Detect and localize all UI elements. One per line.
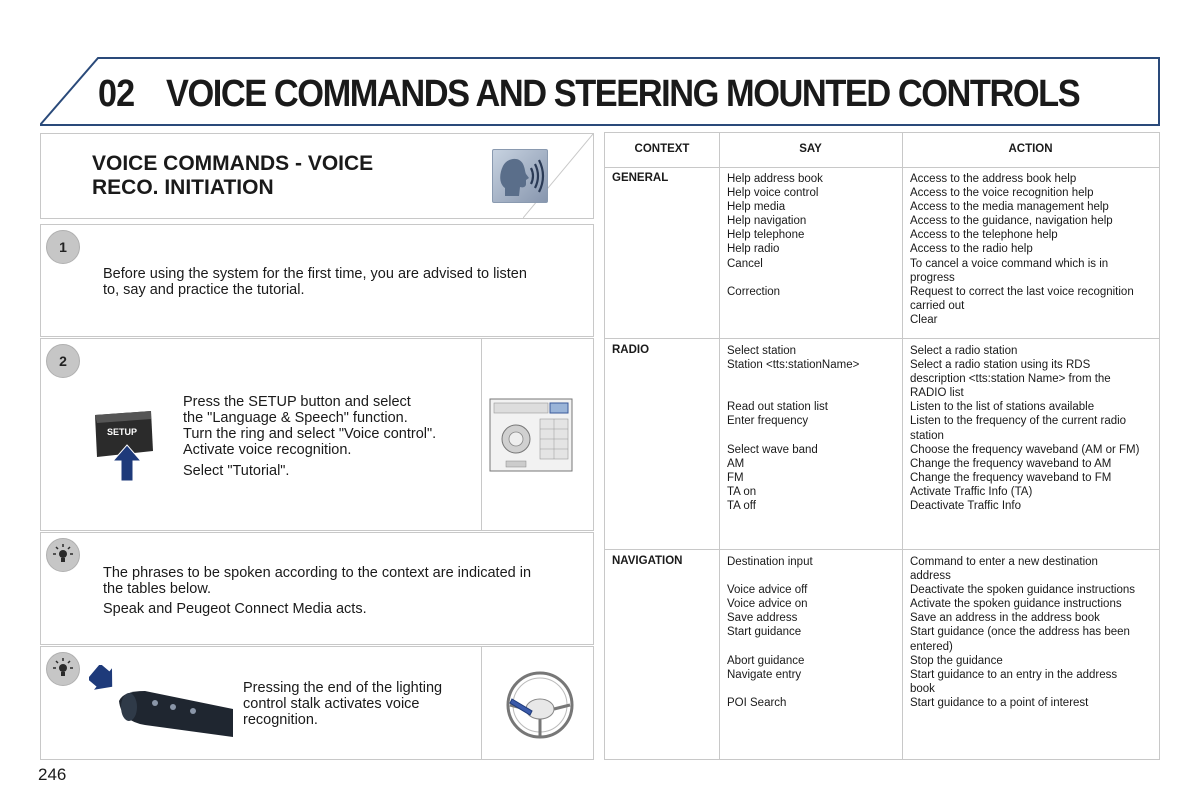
say-list-radio: Select station Station <tts:stationName> Read out station list Enter frequency Select wave band AM FM TA on TA off xyxy=(727,345,860,513)
context-navigation: NAVIGATION xyxy=(612,555,683,567)
step-2-text: Press the SETUP button and select the "Language & Speech" function. Turn the ring and select "Voice control". Activate voice recognition. Select "Tutorial". xyxy=(183,394,437,479)
section-title: VOICE COMMANDS - VOICE RECO. INITIATION xyxy=(92,152,374,199)
header-say: SAY xyxy=(799,143,822,155)
context-radio: RADIO xyxy=(612,344,650,356)
step-1-text: Before using the system for the first time, you are advised to listen to, say and practice the tutorial. xyxy=(103,266,527,298)
column-divider xyxy=(719,133,720,759)
lightbulb-icon xyxy=(46,538,80,572)
row-divider xyxy=(605,167,1159,168)
row-divider xyxy=(605,338,1159,339)
voice-command-table xyxy=(604,132,1160,760)
context-general: GENERAL xyxy=(612,172,669,184)
radio-unit-image xyxy=(481,339,594,530)
step-badge-1: 1 xyxy=(46,230,80,264)
column-divider xyxy=(902,133,903,759)
step-1-box xyxy=(40,224,594,337)
steering-wheel-image xyxy=(481,647,594,759)
action-list-radio: Select a radio station Select a radio station using its RDS description <tts:station Name> from the RADIO list Listen to the list of stations available Listen to the frequency of the current radio station Choose the frequency waveband (AM or FM) Change the frequency waveband to AM Change the frequency waveband to FM Activate Traffic Info (TA) Deactivate Traffic Info xyxy=(910,345,1140,513)
step-badge-2: 2 xyxy=(46,344,80,378)
lighting-stalk-illustration xyxy=(89,665,237,741)
chapter-number: 02 xyxy=(98,73,135,115)
setup-button-label: SETUP xyxy=(107,427,138,437)
page-number: 246 xyxy=(38,765,67,784)
section-title-box xyxy=(40,133,594,219)
header-action: ACTION xyxy=(1008,143,1053,155)
tip-1-box xyxy=(40,532,594,645)
row-divider xyxy=(605,549,1159,550)
chapter-title: VOICE COMMANDS AND STEERING MOUNTED CONTROLS xyxy=(166,73,1080,115)
tip-1-text: The phrases to be spoken according to the context are indicated in the tables below. Speak and Peugeot Connect Media acts. xyxy=(103,565,532,617)
lightbulb-icon xyxy=(46,652,80,686)
say-list-general: Help address book Help voice control Help media Help navigation Help telephone Help radio Cancel Correction xyxy=(727,173,823,298)
step-2-box xyxy=(40,338,594,531)
tip-2-text: Pressing the end of the lighting control stalk activates voice recognition. xyxy=(243,680,443,728)
header-context: CONTEXT xyxy=(634,143,690,155)
voice-command-head-icon xyxy=(492,149,548,203)
action-list-navigation: Command to enter a new destination address Deactivate the spoken guidance instructions Activate the spoken guidance instructions Save an address in the address book Start guidance (once the address has been entered) Stop the guidance Start guidance to an entry in the address book Start guidance to a point of interest xyxy=(910,556,1136,709)
tip-2-box xyxy=(40,646,594,760)
setup-button-illustration xyxy=(89,411,157,483)
say-list-navigation: Destination input Voice advice off Voice advice on Save address Start guidance Abort guidance Navigate entry POI Search xyxy=(727,556,813,709)
action-list-general: Access to the address book help Access to the voice recognition help Access to the media management help Access to the guidance, navigation help Access to the telephone help Access to the radio help To cancel a voice command which is in progress Request to correct the last voice recognition carried out Clear xyxy=(910,173,1134,326)
